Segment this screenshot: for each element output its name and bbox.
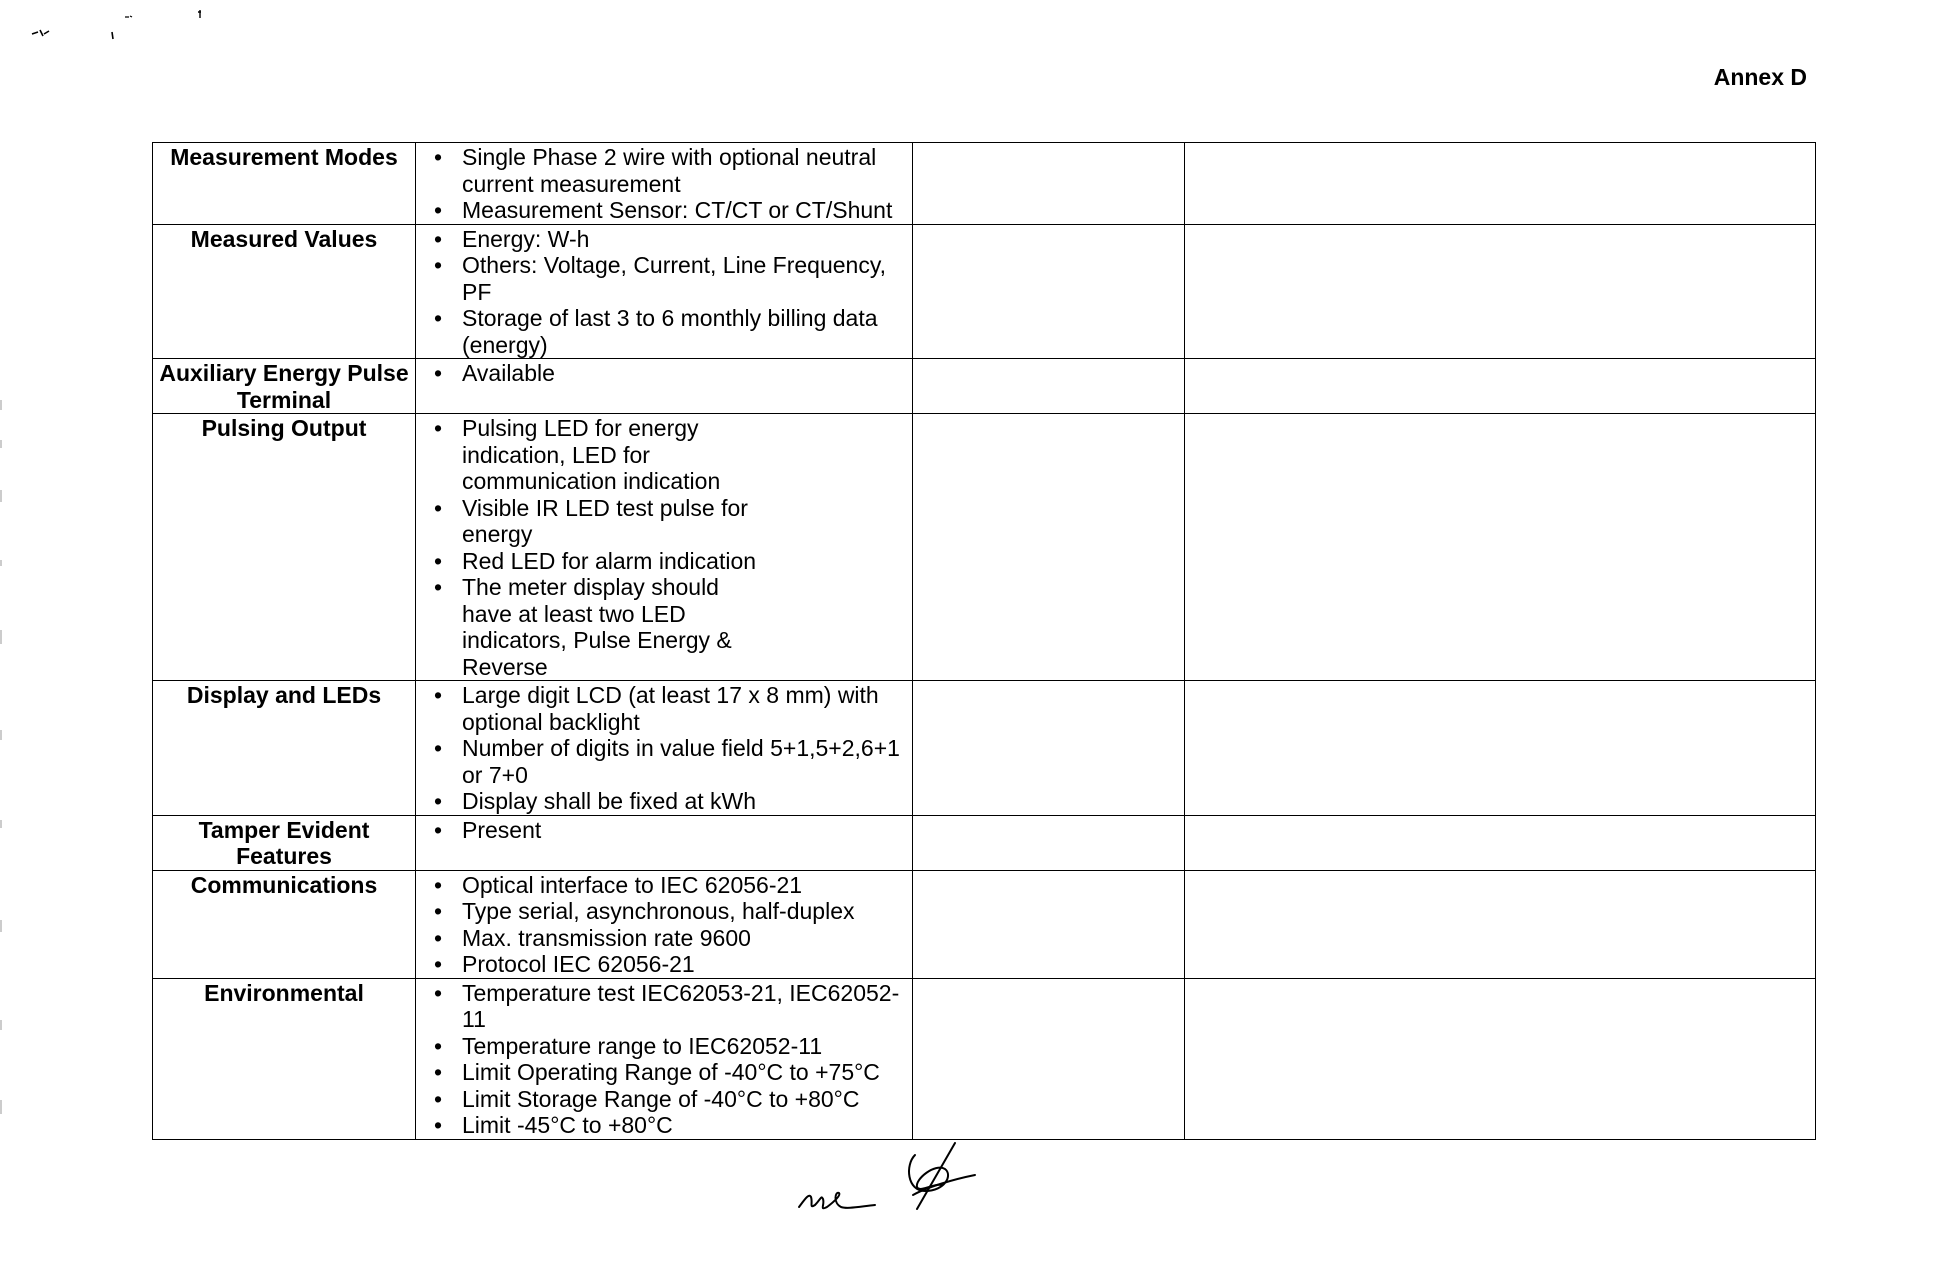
spec-item: • Max. transmission rate 9600	[462, 925, 904, 952]
spec-cell	[416, 359, 913, 414]
empty-cell	[1185, 359, 1816, 414]
table-row	[153, 681, 1816, 816]
spec-item: • Limit -45°C to +80°C	[462, 1112, 904, 1139]
row-label: Measured Values	[153, 224, 416, 359]
row-label: Pulsing Output	[153, 414, 416, 681]
table-row	[153, 870, 1816, 978]
scan-margin-ticks	[0, 400, 4, 1160]
empty-cell	[913, 681, 1185, 816]
table-row	[153, 978, 1816, 1139]
spec-item: • Type serial, asynchronous, half-duplex	[462, 898, 904, 925]
specification-table	[152, 142, 1816, 1140]
empty-cell	[1185, 224, 1816, 359]
row-label: Measurement Modes	[153, 143, 416, 225]
annex-title: Annex D	[1713, 64, 1807, 90]
spec-item: • Temperature range to IEC62052-11	[462, 1033, 904, 1060]
empty-cell	[913, 224, 1185, 359]
spec-item: • Protocol IEC 62056-21	[462, 951, 904, 978]
empty-cell	[1185, 681, 1816, 816]
spec-item: • Single Phase 2 wire with optional neutral current measurement	[462, 144, 904, 197]
spec-cell	[416, 870, 913, 978]
empty-cell	[913, 414, 1185, 681]
spec-cell	[416, 681, 913, 816]
table-row	[153, 143, 1816, 225]
table-row	[153, 359, 1816, 414]
empty-cell	[1185, 870, 1816, 978]
spec-item: • Display shall be fixed at kWh	[462, 788, 904, 815]
spec-cell	[416, 143, 913, 225]
spec-list	[416, 681, 912, 815]
spec-item: • Number of digits in value field 5+1,5+2,6+1 or 7+0	[462, 735, 904, 788]
empty-cell	[1185, 815, 1816, 870]
spec-item: • Energy: W-h	[462, 226, 904, 253]
spec-list	[416, 359, 912, 387]
spec-item: • Limit Operating Range of -40°C to +75°C	[462, 1059, 904, 1086]
spec-item: • Temperature test IEC62053-21, IEC62052-11	[462, 980, 904, 1033]
row-label: Communications	[153, 870, 416, 978]
spec-item: • Pulsing LED for energy indication, LED for communication indication	[462, 415, 762, 495]
row-label: Display and LEDs	[153, 681, 416, 816]
spec-list	[416, 143, 912, 224]
spec-item: • Others: Voltage, Current, Line Frequency, PF	[462, 252, 904, 305]
spec-cell	[416, 978, 913, 1139]
empty-cell	[1185, 143, 1816, 225]
empty-cell	[1185, 414, 1816, 681]
spec-item: • Storage of last 3 to 6 monthly billing data (energy)	[462, 305, 904, 358]
signature-initials	[795, 1135, 995, 1230]
spec-item: • Measurement Sensor: CT/CT or CT/Shunt	[462, 197, 904, 224]
row-label: Auxiliary Energy Pulse Terminal	[153, 359, 416, 414]
spec-list	[416, 225, 912, 359]
row-label: Tamper Evident Features	[153, 815, 416, 870]
spec-item: • Large digit LCD (at least 17 x 8 mm) with optional backlight	[462, 682, 904, 735]
empty-cell	[913, 815, 1185, 870]
spec-item: • Red LED for alarm indication	[462, 548, 762, 575]
table-row	[153, 224, 1816, 359]
spec-cell	[416, 224, 913, 359]
spec-item: • The meter display should have at least two LED indicators, Pulse Energy & Reverse	[462, 574, 762, 680]
scan-artifact-marks	[30, 8, 220, 48]
spec-item: • Present	[462, 817, 904, 844]
spec-list	[416, 871, 912, 978]
spec-item: • Available	[462, 360, 904, 387]
spec-cell	[416, 815, 913, 870]
spec-item: • Optical interface to IEC 62056-21	[462, 872, 904, 899]
empty-cell	[913, 870, 1185, 978]
spec-list	[416, 816, 912, 844]
table-row	[153, 414, 1816, 681]
empty-cell	[913, 359, 1185, 414]
spec-list	[416, 979, 912, 1139]
spec-cell	[416, 414, 913, 681]
empty-cell	[1185, 978, 1816, 1139]
empty-cell	[913, 978, 1185, 1139]
table-row	[153, 815, 1816, 870]
row-label: Environmental	[153, 978, 416, 1139]
spec-list	[416, 414, 912, 680]
spec-item: • Limit Storage Range of -40°C to +80°C	[462, 1086, 904, 1113]
empty-cell	[913, 143, 1185, 225]
spec-item: • Visible IR LED test pulse for energy	[462, 495, 762, 548]
